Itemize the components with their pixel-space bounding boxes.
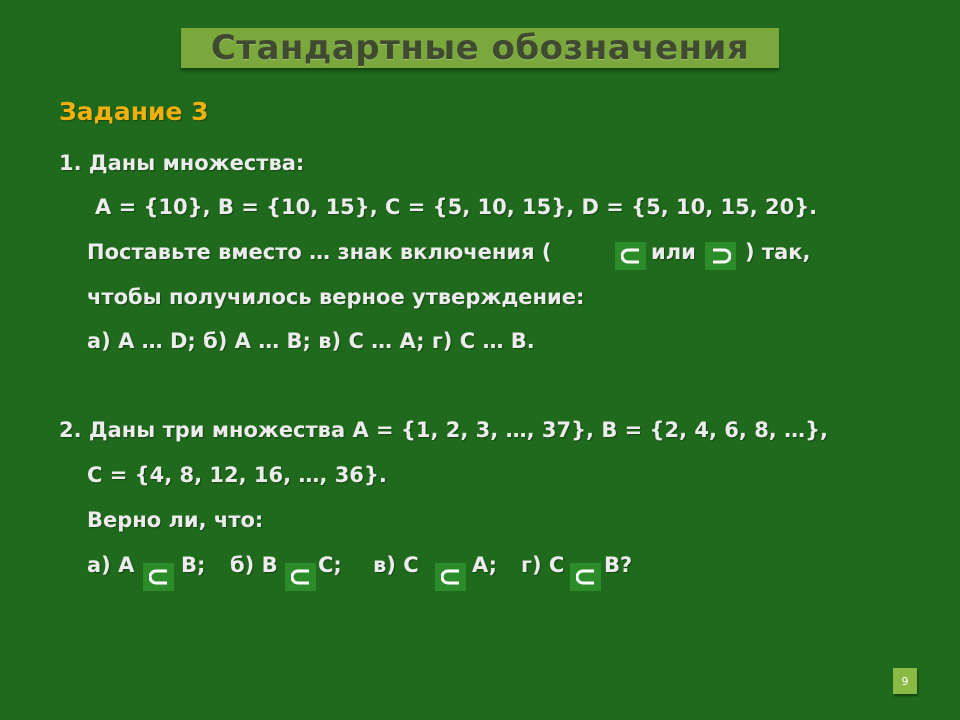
subset-symbol-icon <box>285 563 316 591</box>
task1-instruction-part2: ) так, <box>745 240 811 264</box>
subset-symbol-icon <box>143 563 174 591</box>
subset-symbol-icon <box>435 563 466 591</box>
task1-items: а) A … D; б) A … B; в) C … A; г) C … B. <box>87 329 535 353</box>
task2-item-a-end: B; <box>181 553 206 577</box>
task2-intro: 2. Даны три множества A = {1, 2, 3, …, 37}, B = {2, 4, 6, 8, …}, <box>59 418 829 442</box>
task1-intro: 1. Даны множества: <box>59 151 305 175</box>
task-heading: Задание 3 <box>59 97 209 126</box>
title-bar <box>181 28 779 68</box>
task2-item-c-end: A; <box>472 553 498 577</box>
subset-symbol-icon <box>570 563 601 591</box>
task2-item-b-end: C; <box>318 553 342 577</box>
superset-symbol-icon <box>705 242 736 270</box>
task2-item-b-start: б) B <box>230 553 278 577</box>
task2-item-a-start: а) A <box>87 553 135 577</box>
task2-item-d-start: г) C <box>521 553 565 577</box>
task1-instruction-line2: чтобы получилось верное утверждение: <box>87 285 585 309</box>
subset-symbol-icon <box>615 242 646 270</box>
task1-instruction-part1: Поставьте вместо … знак включения ( <box>87 240 552 264</box>
page-number-badge[interactable]: 9 <box>893 668 917 694</box>
task1-sets: A = {10}, B = {10, 15}, C = {5, 10, 15}, D = {5, 10, 15, 20}. <box>95 195 818 219</box>
task2-sets-line2: C = {4, 8, 12, 16, …, 36}. <box>87 463 387 487</box>
task2-question: Верно ли, что: <box>87 508 264 532</box>
task2-item-d-end: B? <box>604 553 633 577</box>
slide-title: Стандартные обозначения <box>210 28 750 68</box>
task1-instruction-or: или <box>651 240 696 264</box>
task2-item-c-start: в) C <box>373 553 419 577</box>
